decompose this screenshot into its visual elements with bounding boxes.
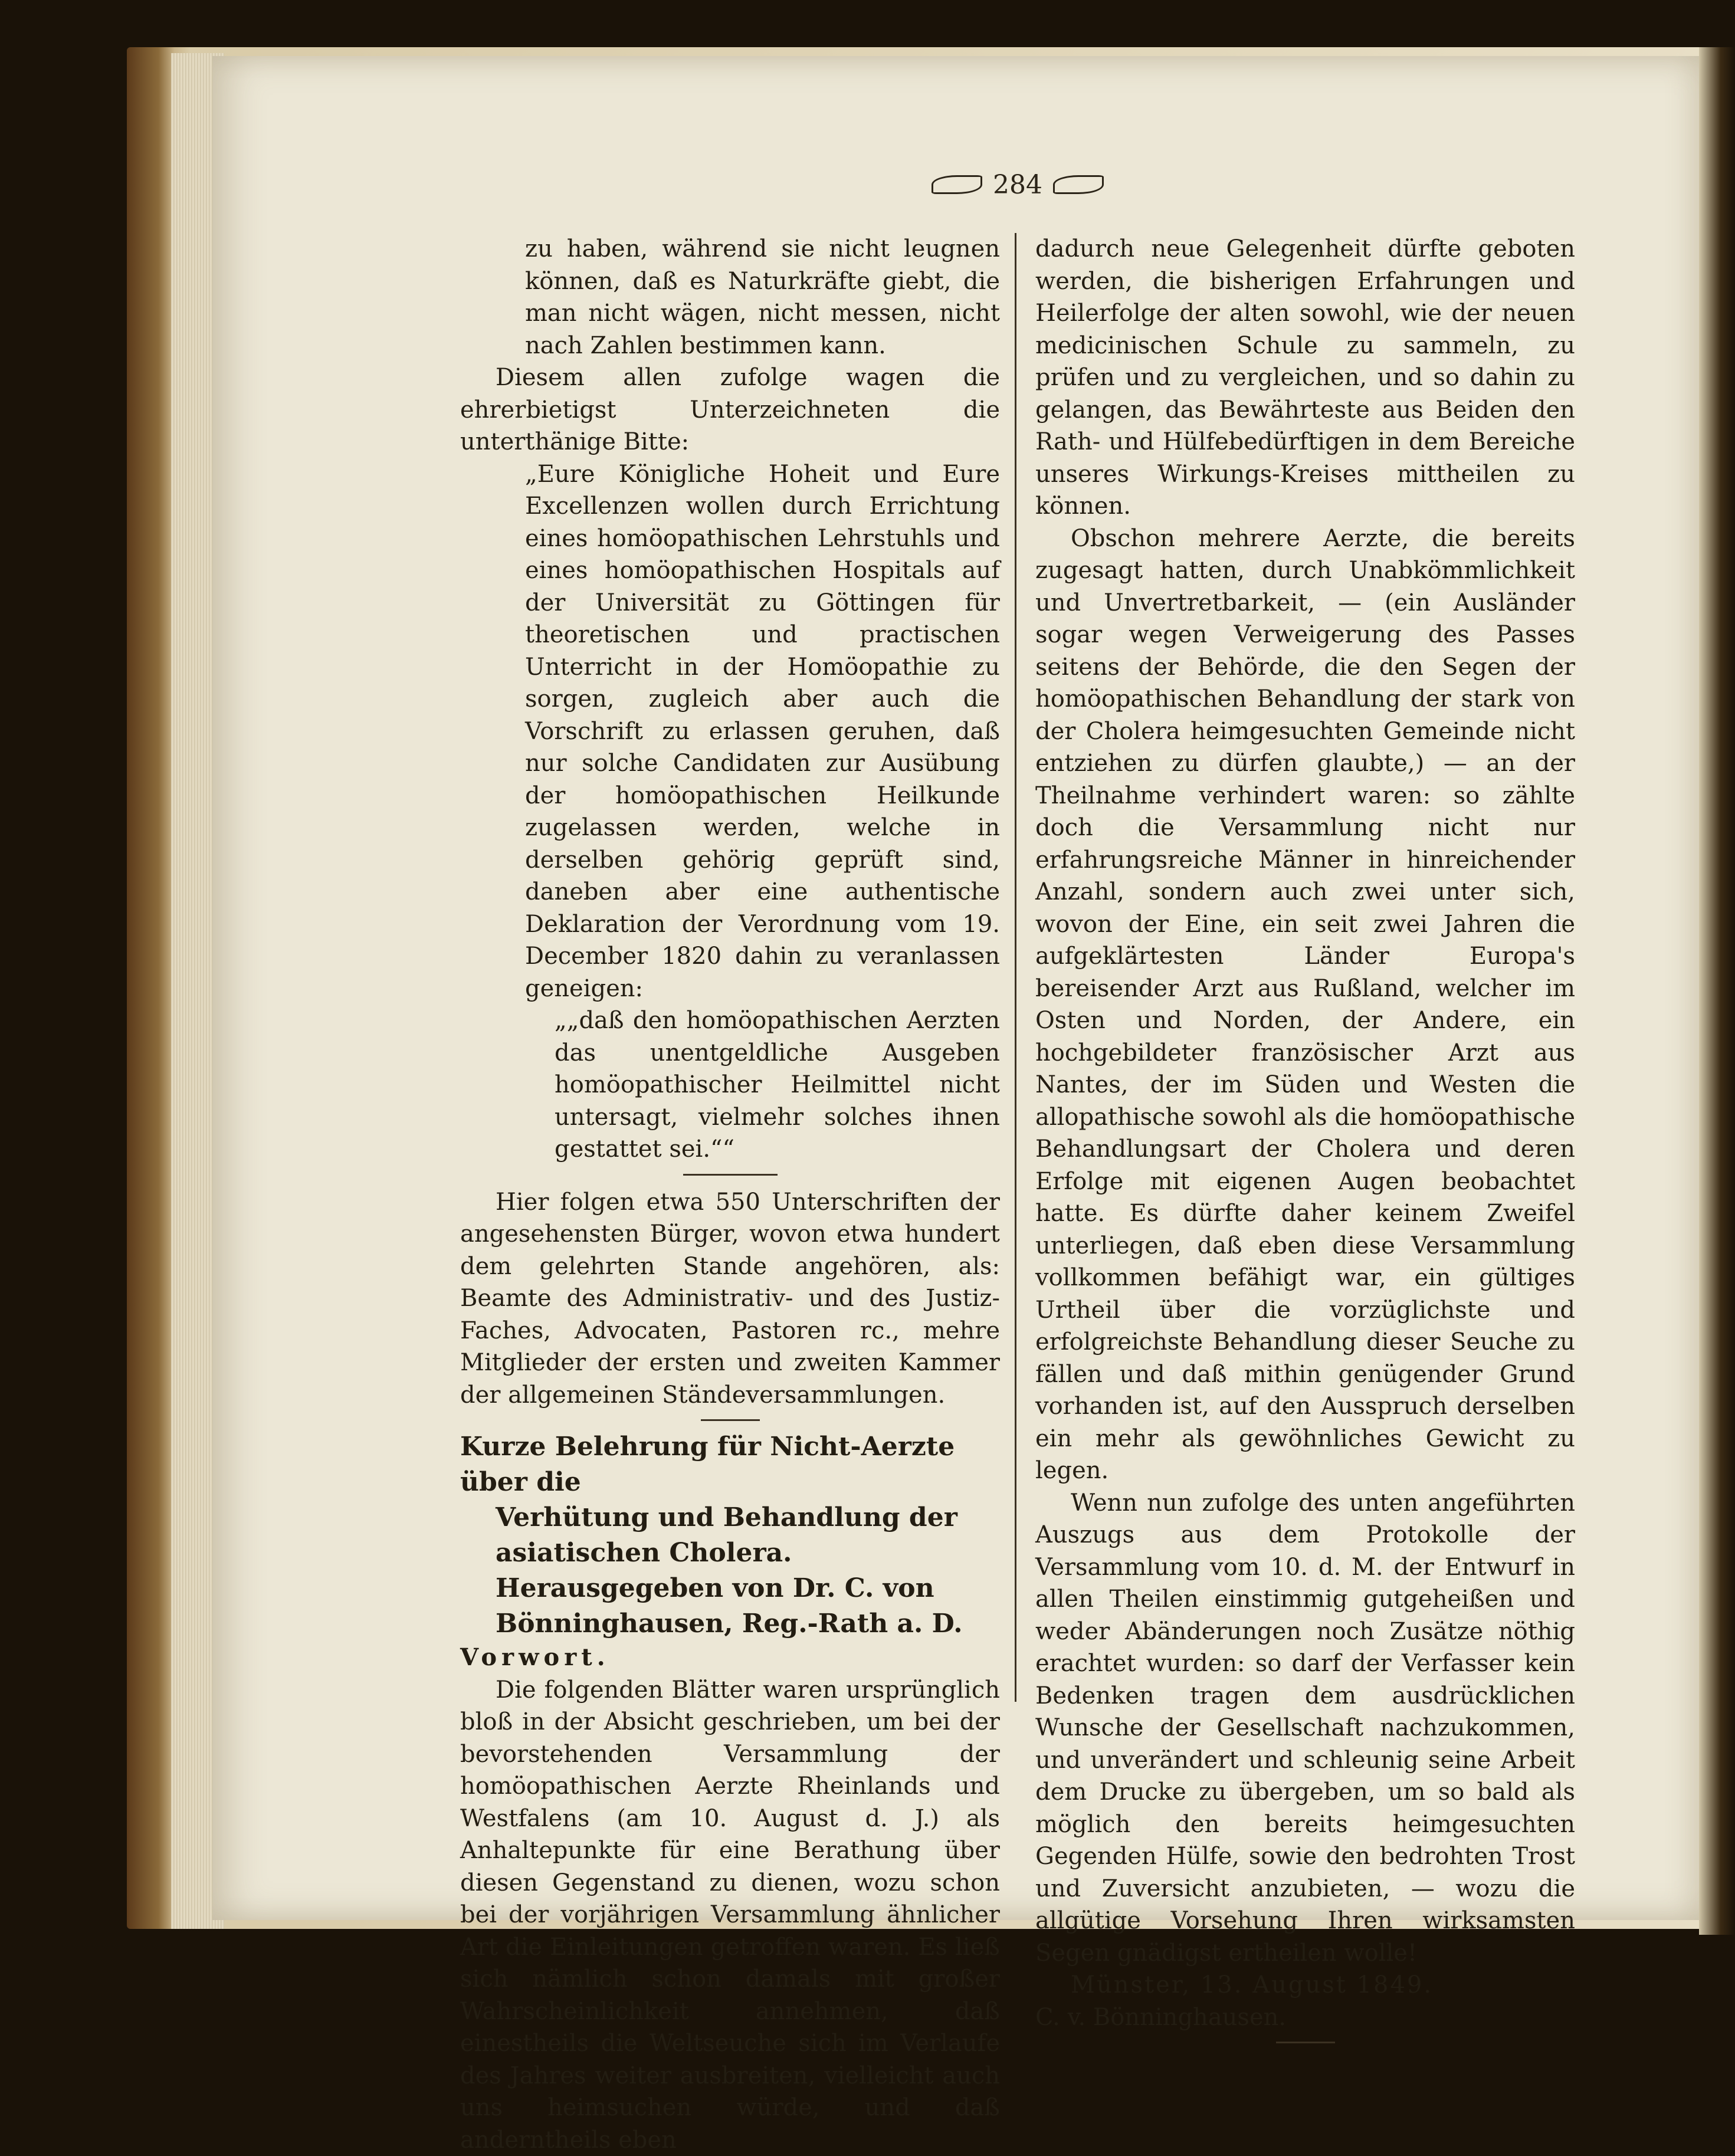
left-paragraph-4: Die folgenden Blätter waren ursprünglich bloß in der Absicht geschrieben, um bei der bevorstehenden Versammlung der homöopathischen Aerzte Rheinlands und Westfalens (am 10. August d. J.) als Anhaltepunkte für eine Berathung über diesen Gegenstand zu dienen, wozu schon bei der vorjährigen Versammlung ähnlicher Art die Einleitungen getroffen waren. Es ließ sich nämlich schon damals mit großer Wahrscheinlichkeit annehmen, daß einestheils die Weltseuche sich im Verlaufe des Jahres weiter ausbreiten, vielleicht auch uns heimsuchen würde, und daß anderntheils eben (460, 1674, 1000, 2156)
left-paragraph-2: Diesem allen zufolge wagen die ehrerbietigst Unterzeichneten die unterthänige Bitte: (460, 362, 1000, 458)
headline-line-1: Kurze Belehrung für Nicht-Aerzte über die (460, 1432, 955, 1497)
ornament-right-icon (1053, 175, 1104, 194)
headline-continuation: Verhütung und Behandlung der asiatischen Cholera. Herausgegeben von Dr. C. von Bönninghausen, Reg.-Rath a. D. (460, 1500, 1000, 1642)
section-title-vorwort: Vorwort. (460, 1642, 1000, 1674)
separator-rule-small (701, 1419, 760, 1421)
page-header (909, 164, 1127, 205)
left-paragraph-1: zu haben, während sie nicht leugnen können, daß es Naturkräfte giebt, die man nicht wägen, nicht messen, nicht nach Zahlen bestimmen kann. (460, 233, 1000, 362)
facing-page-edge (1699, 47, 1735, 1935)
right-paragraph-2: Obschon mehrere Aerzte, die bereits zugesagt hatten, durch Unabkömmlichkeit und Unvertretbarkeit, — (ein Ausländer sogar wegen Verweigerung des Passes seitens der Behörde, die den Segen der homöopathischen Behandlung der stark von der Cholera heimgesuchten Gemeinde nicht entziehen zu dürfen glaubte,) — an der Theilnahme verhindert waren: so zählte doch die Versammlung nicht nur erfahrungsreiche Männer in hinreichender Anzahl, sondern auch zwei unter sich, wovon der Eine, ein seit zwei Jahren die aufgeklärtesten Länder Europa's bereisender Arzt aus Rußland, welcher im Osten und Norden, der Andere, ein hochgebildeter französischer Arzt aus Nantes, der im Süden und Westen die allopathische sowohl als die homöopathische Behandlungsart der Cholera und deren Erfolge mit eigenen Augen beobachtet hatte. Es dürfte daher keinem Zweifel unterliegen, daß eben diese Versammlung vollkommen befähigt war, ein gültiges Urtheil über die vorzüglichste und erfolgreichste Behandlung dieser Seuche zu fällen und daß mithin genügender Grund vorhanden ist, auf den Ausspruch derselben ein mehr als gewöhnliches Gewicht zu legen. (1035, 523, 1575, 1487)
closing-rule (1276, 2042, 1335, 2043)
left-paragraph-3: Hier folgen etwa 550 Unterschriften der angesehensten Bürger, wovon etwa hundert dem gelehrten Stande angehören, als: Beamte des Administrativ- und des Justiz-Faches, Advocaten, Pastoren rc., mehre Mitglieder der ersten und zweiten Kammer der allgemeinen Ständeversammlungen. (460, 1186, 1000, 1412)
right-paragraph-1: dadurch neue Gelegenheit dürfte geboten werden, die bisherigen Erfahrungen und Heilerfolge der alten sowohl, wie der neuen medicinischen Schule zu sammeln, zu prüfen und zu vergleichen, und so dahin zu gelangen, das Bewährteste aus Beiden den Rath- und Hülfebedürftigen in dem Bereiche unseres Wirkungs-Kreises mittheilen zu können. (1035, 233, 1575, 523)
right-paragraph-3: Wenn nun zufolge des unten angeführten Auszugs aus dem Protokolle der Versammlung vom 10. d. M. der Entwurf in allen Theilen einstimmig gutgeheißen und weder Abänderungen noch Zusätze nöthig erachtet wurden: so darf der Verfasser kein Bedenken tragen dem ausdrücklichen Wunsche der Gesellschaft nachzukommen, und unverändert und schleunig seine Arbeit dem Drucke zu übergeben, um so bald als möglich den bereits heimgesuchten Gegenden Hülfe, sowie den bedrohten Trost und Zuversicht anzubieten, — wozu die allgütige Vorsehung Ihren wirksamsten Segen gnädigst ertheilen wolle! (1035, 1487, 1575, 1970)
right-column (1035, 233, 1575, 2052)
petition-quote: „Eure Königliche Hoheit und Eure Excellenzen wollen durch Errichtung eines homöopathischen Lehrstuhls und eines homöopathischen Hospitals auf der Universität zu Göttingen für theoretischen und practischen Unterricht in der Homöopathie zu sorgen, zugleich aber auch die Vorschrift zu erlassen geruhen, daß nur solche Candidaten zur Ausübung der homöopathischen Heilkunde zugelassen werden, welche in derselben gehörig geprüft sind, daneben aber eine authentische Deklaration der Verordnung vom 19. December 1820 dahin zu veranlassen geneigen: (460, 458, 1000, 1005)
signature: C. v. Bönninghausen. (1035, 2001, 1575, 2034)
page-number: 284 (993, 170, 1042, 200)
article-headline (460, 1429, 1000, 1642)
petition-inner-quote: „„daß den homöopathischen Aerzten das unentgeldliche Ausgeben homöopathischer Heilmittel nicht untersagt, vielmehr solches ihnen gestattet sei.““ (460, 1005, 1000, 1166)
place-date: Münster, 13. August 1849. (1035, 1969, 1575, 2001)
ornament-left-icon (932, 175, 982, 194)
left-column (460, 233, 1000, 2156)
separator-rule (683, 1174, 778, 1176)
column-divider (1015, 233, 1016, 1702)
